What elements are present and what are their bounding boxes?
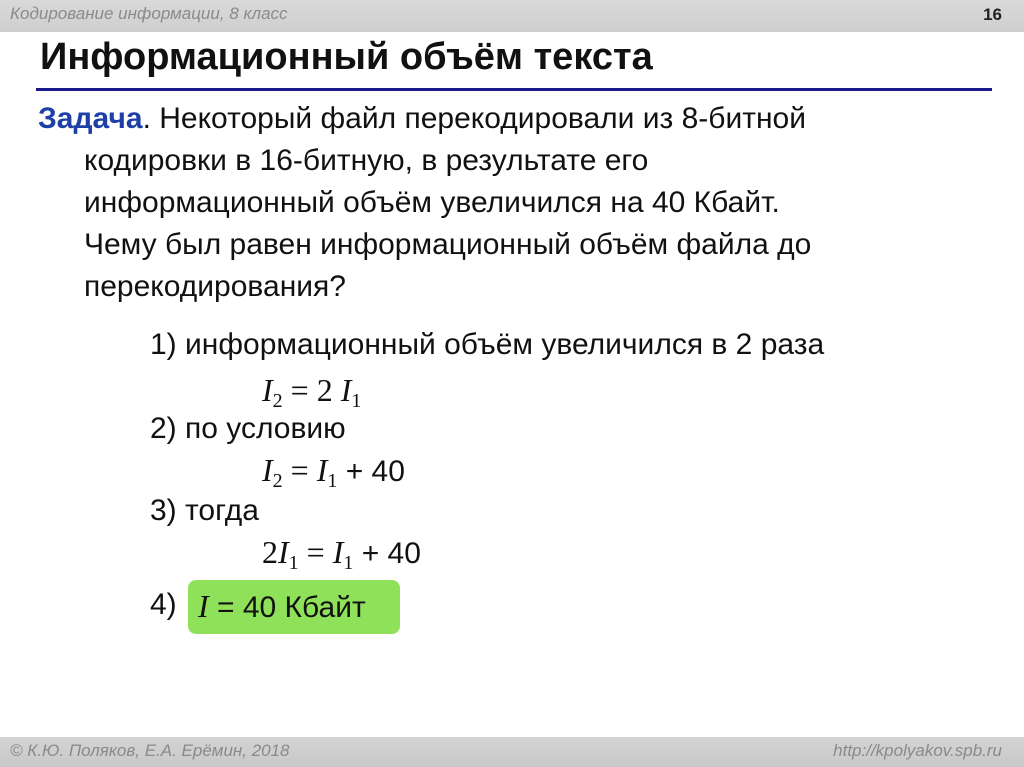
formula-3-rhs-sub: 1: [343, 552, 354, 574]
formula-3-op: =: [298, 534, 333, 570]
formula-3-lhs-var: I: [278, 534, 289, 570]
formula-2-tail: + 40: [337, 455, 405, 488]
copyright: © К.Ю. Поляков, Е.А. Ерёмин, 2018: [10, 741, 290, 760]
formula-2-lhs-sub: 2: [272, 470, 283, 492]
formula-1-lhs-sub: 2: [272, 390, 283, 412]
formula-3-rhs-var: I: [332, 534, 344, 570]
formula-2-lhs-var: I: [262, 452, 273, 488]
task-line-3: информационный объём увеличился на 40 Кбайт.: [84, 186, 780, 219]
task-text: [38, 98, 938, 308]
title-underline: [36, 88, 992, 91]
formula-2-rhs-var: I: [316, 452, 328, 488]
step-3: 3) тогда: [150, 494, 259, 527]
formula-2-op: =: [282, 452, 317, 488]
formula-3-coef: 2: [262, 534, 278, 570]
page-title: Информационный объём текста: [40, 36, 653, 78]
task-line-5: перекодирования?: [84, 270, 346, 303]
formula-1-rhs-sub: 1: [351, 390, 362, 412]
footer-url[interactable]: http://kpolyakov.spb.ru: [833, 741, 1002, 760]
task-line-4: Чему был равен информационный объём файла до: [84, 228, 812, 261]
answer-rest: = 40 Кбайт: [208, 591, 366, 624]
task-line-1: [38, 98, 938, 140]
formula-1-lhs-var: I: [262, 372, 273, 408]
answer-var: I: [198, 588, 209, 624]
formula-3-tail: + 40: [353, 537, 421, 570]
formula-1-coef: 2: [316, 372, 341, 408]
step-4: 4): [150, 588, 177, 621]
task-line-2: кодировки в 16-битную, в результате его: [84, 144, 649, 177]
slide-number: 16: [983, 5, 1002, 24]
formula-2-rhs-sub: 1: [327, 470, 338, 492]
formula-3: [262, 534, 421, 575]
formula-1-op: =: [282, 372, 317, 408]
answer-text: [198, 588, 366, 625]
formula-3-lhs-sub: 1: [288, 552, 299, 574]
course-title: Кодирование информации, 8 класс: [10, 4, 288, 23]
task-line-1-text: . Некоторый файл перекодировали из 8-битной: [142, 102, 806, 135]
step-2: 2) по условию: [150, 412, 346, 445]
formula-1-rhs-var: I: [340, 372, 352, 408]
formula-1: [262, 372, 361, 413]
task-label: Задача: [38, 102, 143, 135]
formula-2: [262, 452, 405, 493]
step-1: 1) информационный объём увеличился в 2 раза: [150, 328, 825, 361]
